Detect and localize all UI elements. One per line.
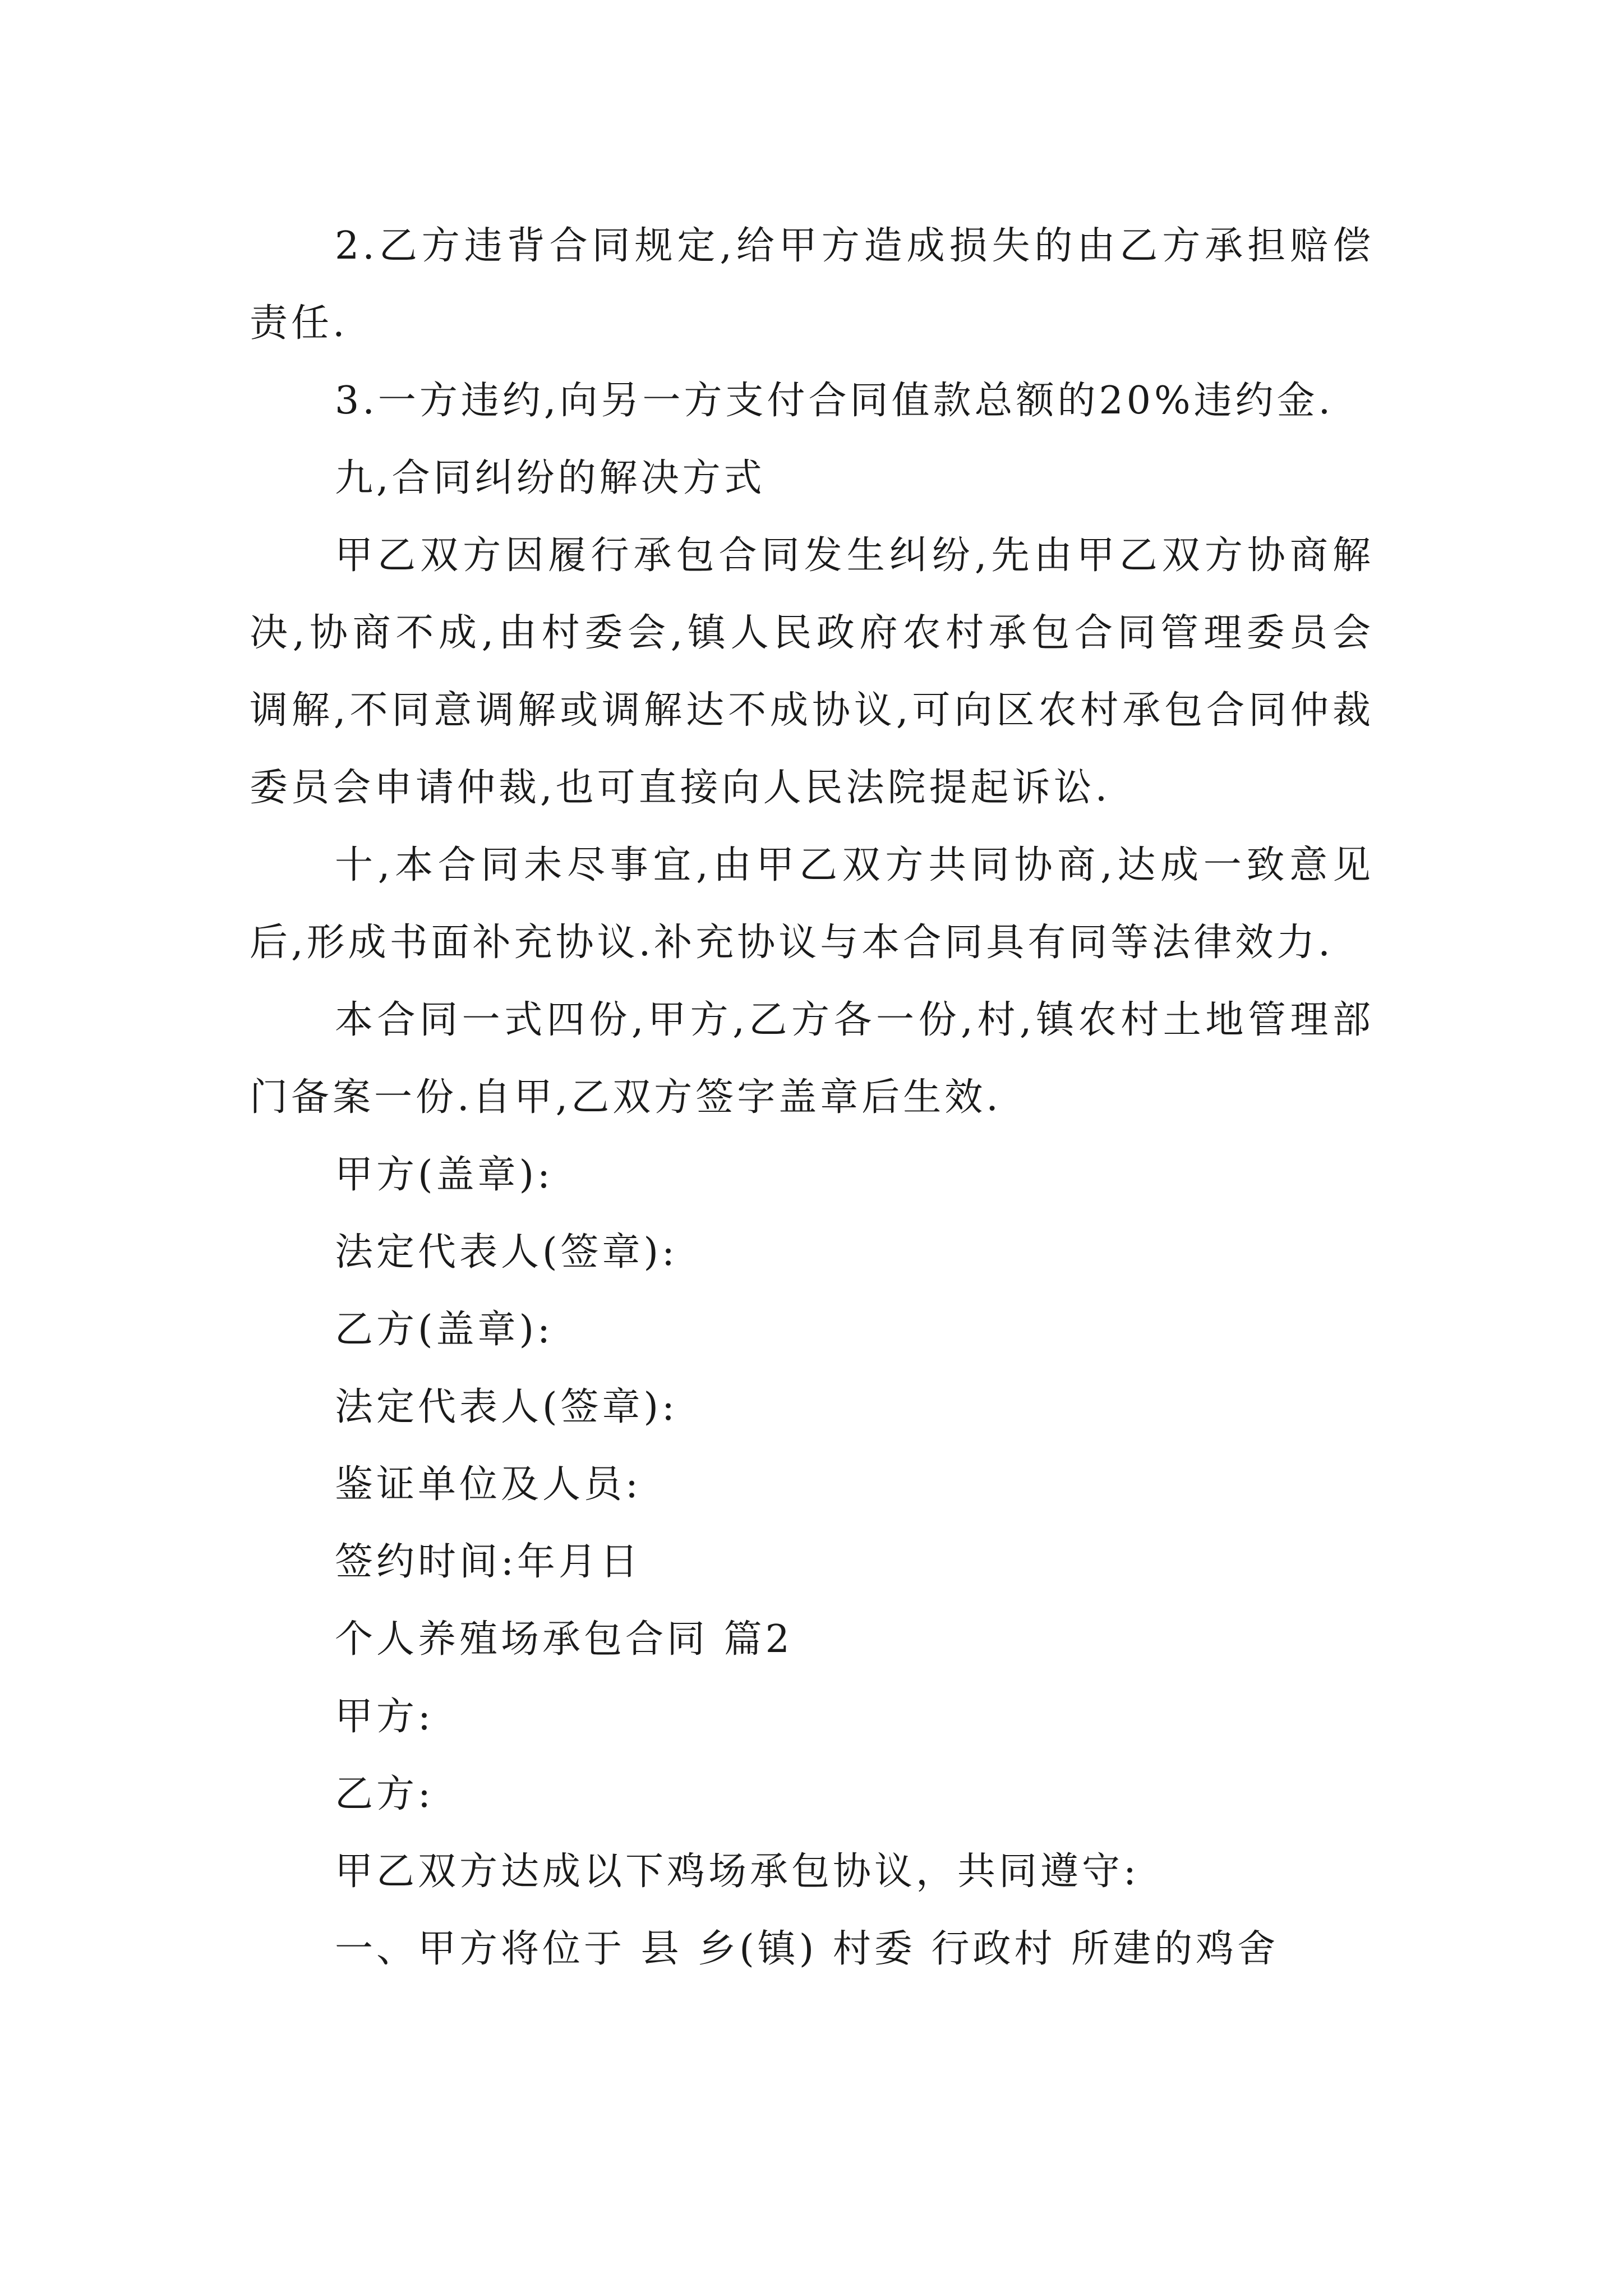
party-b-representative: 法定代表人(签章): [335,1385,678,1429]
document-body [250,208,1374,1988]
contract-2-party-b: 乙方: [335,1772,434,1816]
section-10: 十,本合同未尽事宜,由甲乙双方共同协商,达成一致意见后,形成书面补充协议.补充协议与本合同具有同等法律效力. [250,843,1374,965]
section-9-heading: 九,合同纠纷的解决方式 [335,456,766,500]
party-a-seal: 甲方(盖章): [335,1153,554,1197]
witness-line: 鉴证单位及人员: [335,1462,642,1507]
contract-2-party-a: 甲方: [335,1695,434,1739]
contract-2-title: 个人养殖场承包合同 篇2 [335,1617,793,1662]
copies-clause: 本合同一式四份,甲方,乙方各一份,村,镇农村土地管理部门备案一份.自甲,乙双方签字盖章后生效. [250,998,1374,1120]
clause-penalty: 3.一方违约,向另一方支付合同值款总额的20%违约金. [335,379,1334,423]
party-b-seal: 乙方(盖章): [335,1308,554,1352]
party-a-representative: 法定代表人(签章): [335,1230,678,1274]
contract-2-clause-1: 一、甲方将位于 县 乡(镇) 村委 行政村 所建的鸡舍 [335,1927,1279,1971]
clause-breach-compensation: 2.乙方违背合同规定,给甲方造成损失的由乙方承担赔偿责任. [250,224,1374,346]
contract-2-intro: 甲乙双方达成以下鸡场承包协议，共同遵守: [335,1849,1140,1894]
sign-date-line: 签约时间:年月日 [335,1540,642,1584]
section-9-body: 甲乙双方因履行承包合同发生纠纷,先由甲乙双方协商解决,协商不成,由村委会,镇人民政府农村承包合同管理委员会调解,不同意调解或调解达不成协议,可向区农村承包合同仲裁委员会申请仲裁,也可直接向人民法院提起诉讼. [250,533,1374,810]
